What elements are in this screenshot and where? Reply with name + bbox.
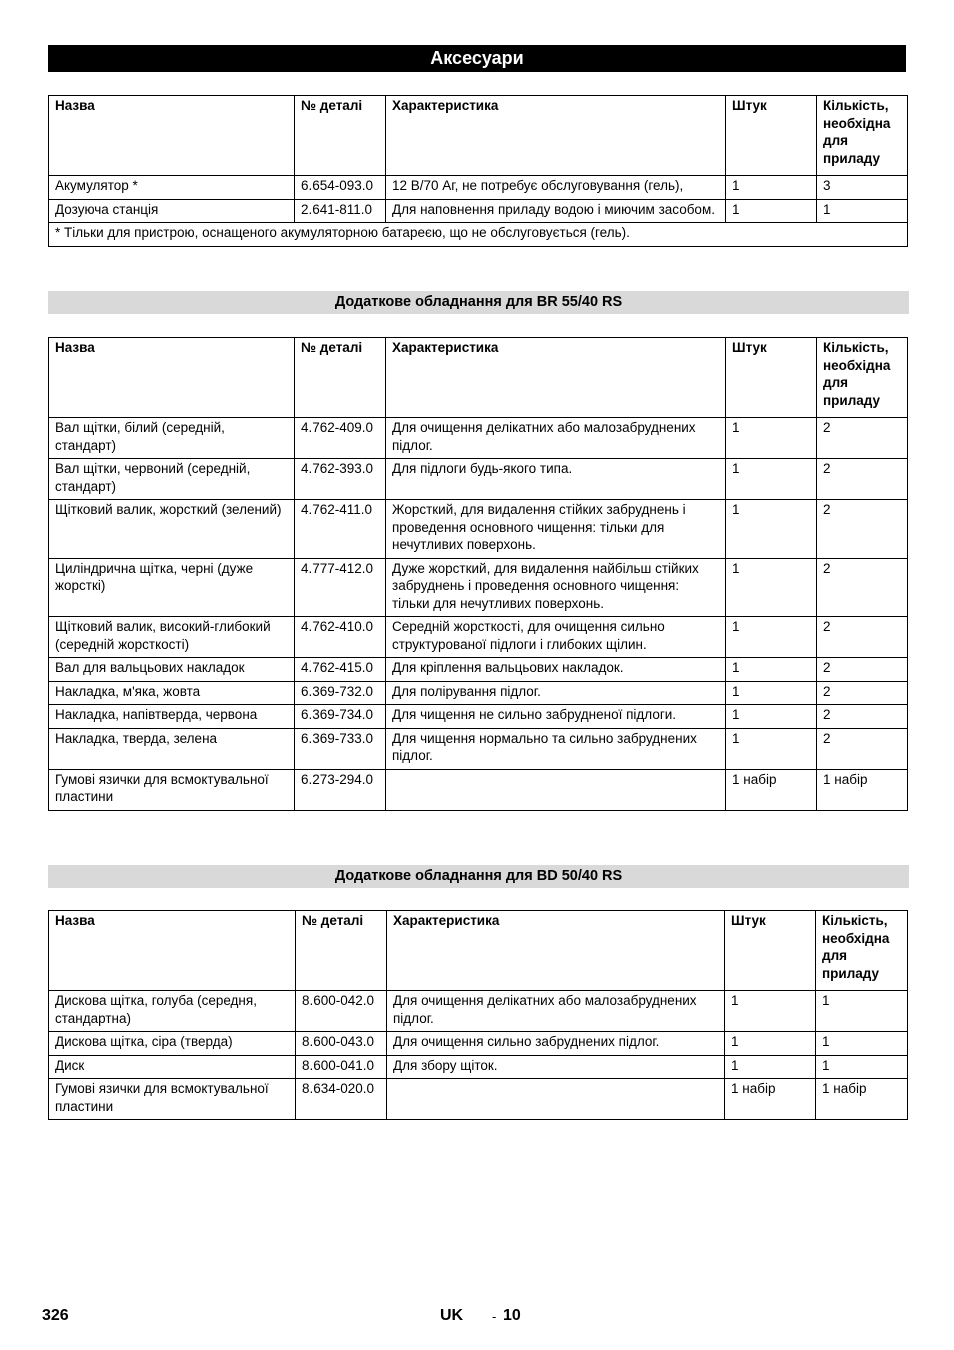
section-title-bd: Додаткове обладнання для BD 50/40 RS: [48, 865, 909, 888]
cell-part-no: 6.369-734.0: [295, 705, 386, 729]
cell-name: Накладка, тверда, зелена: [49, 728, 295, 769]
cell-pieces: 1: [726, 558, 817, 617]
page-title: Аксесуари: [48, 45, 906, 72]
bd-accessories-table: [48, 910, 908, 1120]
cell-part-no: 6.654-093.0: [295, 176, 386, 200]
cell-name: Дискова щітка, сіра (тверда): [49, 1032, 296, 1056]
cell-quantity: 1: [816, 1032, 908, 1056]
cell-part-no: 4.762-411.0: [295, 500, 386, 559]
cell-characteristic: Для підлоги будь-якого типа.: [386, 459, 726, 500]
table-row: [49, 199, 908, 223]
col-header-name: Назва: [49, 96, 295, 176]
cell-characteristic: Для чищення нормально та сильно забруднених підлог.: [386, 728, 726, 769]
cell-name: Гумові язички для всмоктувальної пластини: [49, 1079, 296, 1120]
cell-quantity: 2: [817, 681, 908, 705]
col-header-quantity: Кількість, необхідна для приладу: [816, 911, 908, 991]
table-row: [49, 681, 908, 705]
section-title-br: Додаткове обладнання для BR 55/40 RS: [48, 291, 909, 314]
table-row: [49, 1079, 908, 1120]
page-number: 326: [42, 1307, 69, 1324]
cell-quantity: 1: [816, 1055, 908, 1079]
col-header-quantity: Кількість, необхідна для приладу: [817, 338, 908, 418]
cell-name: Дискова щітка, голуба (середня, стандартна): [49, 991, 296, 1032]
cell-characteristic: Дуже жорсткий, для видалення найбільш стійких забруднень і проведення основного чищення: тільки для нечутливих поверхонь.: [386, 558, 726, 617]
col-header-quantity: Кількість, необхідна для приладу: [817, 96, 908, 176]
cell-characteristic: Для очищення сильно забруднених підлог.: [387, 1032, 725, 1056]
table-row: [49, 1055, 908, 1079]
table-row: [49, 991, 908, 1032]
cell-name: Диск: [49, 1055, 296, 1079]
accessories-table: [48, 95, 908, 247]
cell-quantity: 2: [817, 728, 908, 769]
col-header-pieces: Штук: [726, 338, 817, 418]
cell-pieces: 1: [726, 658, 817, 682]
cell-quantity: 1 набір: [816, 1079, 908, 1120]
cell-characteristic: Для кріплення вальцьових накладок.: [386, 658, 726, 682]
cell-part-no: 6.369-732.0: [295, 681, 386, 705]
cell-part-no: 4.762-410.0: [295, 617, 386, 658]
cell-quantity: 2: [817, 500, 908, 559]
cell-quantity: 2: [817, 617, 908, 658]
col-header-characteristic: Характеристика: [387, 911, 725, 991]
cell-pieces: 1: [726, 705, 817, 729]
cell-pieces: 1: [726, 199, 817, 223]
table-row: [49, 176, 908, 200]
cell-name: Акумулятор *: [49, 176, 295, 200]
cell-quantity: 2: [817, 558, 908, 617]
cell-characteristic: Для полірування підлог.: [386, 681, 726, 705]
cell-characteristic: Середній жорсткості, для очищення сильно структурованої підлоги і глибоких щілин.: [386, 617, 726, 658]
cell-characteristic: Для очищення делікатних або малозабруднених підлог.: [387, 991, 725, 1032]
cell-part-no: 4.762-415.0: [295, 658, 386, 682]
cell-pieces: 1: [726, 728, 817, 769]
cell-characteristic: Жорсткий, для видалення стійких забруднень і проведення основного чищення: тільки для нечутливих поверхонь.: [386, 500, 726, 559]
cell-quantity: 2: [817, 705, 908, 729]
sub-page-number: 10: [503, 1307, 521, 1324]
table-row: [49, 500, 908, 559]
table-row: [49, 1032, 908, 1056]
cell-pieces: 1: [726, 500, 817, 559]
cell-pieces: 1: [726, 176, 817, 200]
cell-part-no: 8.634-020.0: [296, 1079, 387, 1120]
table-row: [49, 769, 908, 810]
col-header-name: Назва: [49, 911, 296, 991]
cell-pieces: 1: [726, 617, 817, 658]
table-header-row: [49, 911, 908, 991]
cell-characteristic: [386, 769, 726, 810]
cell-quantity: 2: [817, 418, 908, 459]
cell-name: Циліндрична щітка, черні (дуже жорсткі): [49, 558, 295, 617]
cell-name: Вал для вальцьових накладок: [49, 658, 295, 682]
col-header-part-no: № деталі: [295, 338, 386, 418]
br-accessories-table: [48, 337, 908, 811]
col-header-pieces: Штук: [725, 911, 816, 991]
footnote-row: [49, 223, 908, 247]
cell-pieces: 1: [726, 418, 817, 459]
table-row: [49, 658, 908, 682]
cell-name: Дозуюча станція: [49, 199, 295, 223]
table-row: [49, 418, 908, 459]
col-header-characteristic: Характеристика: [386, 338, 726, 418]
cell-quantity: 1: [816, 991, 908, 1032]
cell-part-no: 4.777-412.0: [295, 558, 386, 617]
cell-pieces: 1: [725, 1032, 816, 1056]
cell-name: Вал щітки, білий (середній, стандарт): [49, 418, 295, 459]
cell-name: Вал щітки, червоний (середній, стандарт): [49, 459, 295, 500]
cell-characteristic: Для очищення делікатних або малозабруднених підлог.: [386, 418, 726, 459]
col-header-part-no: № деталі: [295, 96, 386, 176]
cell-quantity: 1 набір: [817, 769, 908, 810]
col-header-characteristic: Характеристика: [386, 96, 726, 176]
table-header-row: [49, 338, 908, 418]
cell-part-no: 4.762-393.0: [295, 459, 386, 500]
cell-characteristic: Для чищення не сильно забрудненої підлоги.: [386, 705, 726, 729]
cell-part-no: 8.600-041.0: [296, 1055, 387, 1079]
col-header-pieces: Штук: [726, 96, 817, 176]
cell-pieces: 1 набір: [725, 1079, 816, 1120]
cell-characteristic: 12 В/70 Аг, не потребує обслуговування (гель),: [386, 176, 726, 200]
cell-quantity: 3: [817, 176, 908, 200]
cell-part-no: 4.762-409.0: [295, 418, 386, 459]
cell-name: Щітковий валик, високий-глибокий (середній жорсткості): [49, 617, 295, 658]
table-row: [49, 459, 908, 500]
cell-characteristic: Для наповнення приладу водою і миючим засобом.: [386, 199, 726, 223]
table-header-row: [49, 96, 908, 176]
cell-pieces: 1: [726, 459, 817, 500]
language-code: UK: [440, 1307, 464, 1324]
cell-quantity: 2: [817, 658, 908, 682]
cell-part-no: 8.600-043.0: [296, 1032, 387, 1056]
table-row: [49, 558, 908, 617]
cell-name: Накладка, напівтверда, червона: [49, 705, 295, 729]
cell-characteristic: [387, 1079, 725, 1120]
table-row: [49, 728, 908, 769]
cell-name: Гумові язички для всмоктувальної пластини: [49, 769, 295, 810]
footnote: * Тільки для пристрою, оснащеного акумуляторною батареєю, що не обслуговується (гель).: [49, 223, 908, 247]
cell-characteristic: Для збору щіток.: [387, 1055, 725, 1079]
table-row: [49, 705, 908, 729]
cell-quantity: 1: [817, 199, 908, 223]
footer-dash: -: [492, 1309, 497, 1324]
cell-part-no: 6.369-733.0: [295, 728, 386, 769]
table-row: [49, 617, 908, 658]
cell-quantity: 2: [817, 459, 908, 500]
col-header-name: Назва: [49, 338, 295, 418]
cell-name: Накладка, м'яка, жовта: [49, 681, 295, 705]
cell-pieces: 1: [725, 1055, 816, 1079]
cell-name: Щітковий валик, жорсткий (зелений): [49, 500, 295, 559]
cell-part-no: 6.273-294.0: [295, 769, 386, 810]
cell-part-no: 8.600-042.0: [296, 991, 387, 1032]
cell-part-no: 2.641-811.0: [295, 199, 386, 223]
cell-pieces: 1 набір: [726, 769, 817, 810]
cell-pieces: 1: [726, 681, 817, 705]
cell-pieces: 1: [725, 991, 816, 1032]
col-header-part-no: № деталі: [296, 911, 387, 991]
